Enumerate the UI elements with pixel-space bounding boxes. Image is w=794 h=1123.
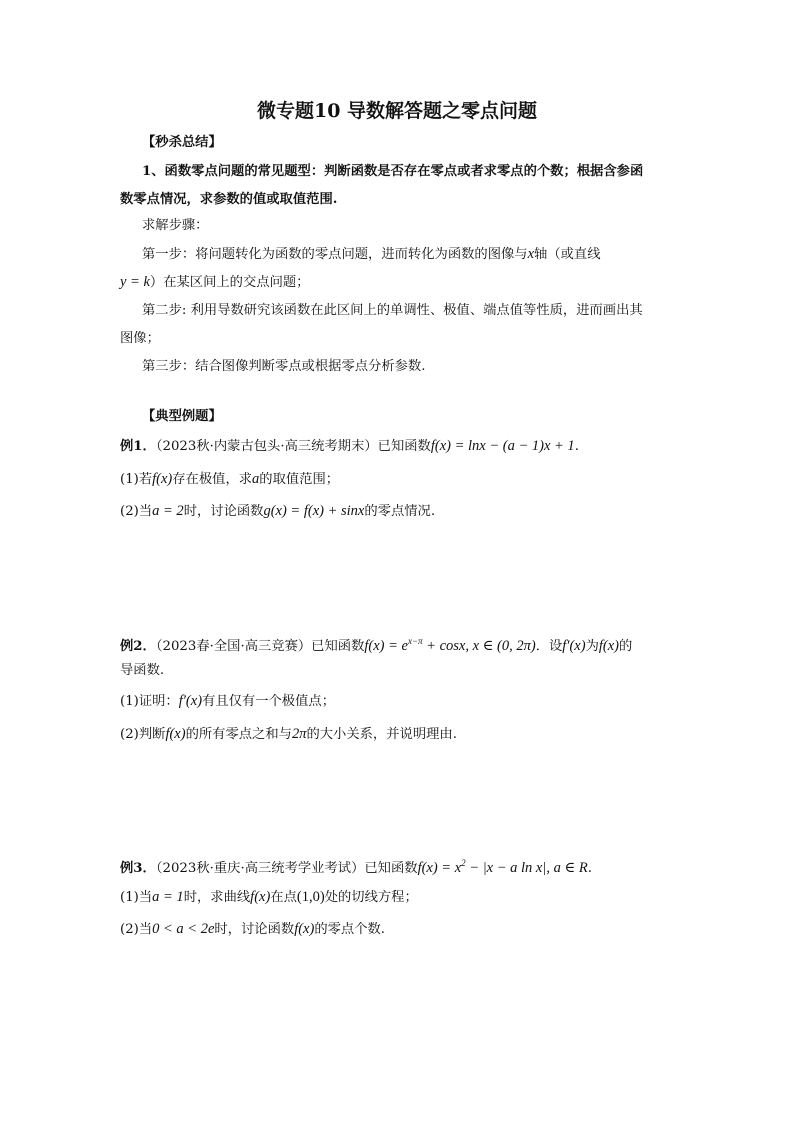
example3-statement [120,854,592,878]
example3-question2 [120,920,385,939]
q-text: ．设 [535,639,563,654]
q-text: 为 [585,639,599,654]
summary-point1-line1: 1、函数零点问题的常见题型：判断函数是否存在零点或者求零点的个数；根据含参函 [142,164,644,179]
q-math: (1,0) [296,889,325,905]
step1-text-b: 轴（或直线 [534,247,601,262]
example1-statement [120,437,579,456]
q-math: 2π [291,726,307,742]
q-text: . [587,861,592,876]
step1-line-equation: y = k [120,274,150,290]
q-text: (1)当 [120,890,153,905]
q-math: f(x) [250,889,271,905]
step1-line1 [142,245,601,264]
q-math: f′(x) [178,693,203,709]
example2-statement [120,632,632,656]
example2-formula-exponent: x−π [407,636,423,646]
step1-x-axis-var: x [527,246,535,262]
q-text: 有且仅有一个极值点； [202,694,335,709]
example3-source: （2023秋·重庆·高三统考学业考试）已知函数 [155,861,418,876]
step2-line2: 图像； [120,331,160,346]
example3-label: 例3． [120,861,156,876]
example1-label: 例1． [120,439,156,454]
q-text: 的大小关系，并说明理由. [306,727,457,742]
step2-line1: 第二步: 利用导数研究该函数在此区间上的单调性、极值、端点值等性质，进而画出其 [142,303,643,318]
page-title: 微专题10 导数解答题之零点问题 [256,100,538,122]
q-math: f′(x) [562,638,586,654]
example2-question1 [120,692,335,711]
q-math: 0 < a < 2e [152,921,215,937]
step1-line2 [120,273,309,292]
summary-point1-line2: 数零点情况，求参数的值或取值范围. [120,192,338,207]
example2-formula-b: + cosx, x ∈ (0, 2π) [422,638,536,654]
q-text: 的零点个数. [314,922,386,937]
example3-formula-exponent: 2 [461,858,466,868]
example2-question2 [120,725,457,744]
q-math: f(x) [165,726,186,742]
q-text: 时，讨论函数 [183,504,264,519]
q-math: a = 2 [152,503,184,519]
q-text: 处的切线方程； [324,890,418,905]
q-text: (2)当 [120,504,153,519]
example1-end: . [574,439,579,454]
q-text: (1)证明： [120,694,179,709]
q-text: 时，讨论函数 [214,922,295,937]
example2-source: （2023春·全国·高三竞赛）已知函数 [155,639,365,654]
q-text: 时，求曲线 [183,890,251,905]
step1-text-c: ）在某区间上的交点问题； [149,275,310,290]
q-text: (1)若 [120,472,153,487]
q-text: 在点 [270,890,297,905]
steps-label: 求解步骤： [142,218,209,233]
q-math: a [252,471,260,487]
summary-heading: 【秒杀总结】 [142,135,222,150]
example2-label: 例2． [120,639,156,654]
step3-line: 第三步：结合图像判断零点或根据零点分析参数. [142,359,426,374]
q-text: (2)判断 [120,727,166,742]
example3-formula-b: − |x − a ln x|, a ∈ R [465,860,588,876]
example1-question1 [120,470,339,489]
example2-line2: 导函数. [120,663,165,678]
q-text: (2)当 [120,922,153,937]
q-text: 的取值范围； [259,472,340,487]
example1-formula: f(x) = lnx − (a − 1)x + 1 [430,438,575,454]
q-math: f(x) [294,921,315,937]
q-math: g(x) = f(x) + sinx [263,503,365,519]
q-math: f(x) [152,471,173,487]
q-text: 存在极值，求 [172,472,253,487]
q-math: a = 1 [152,889,184,905]
example2-formula-a: f(x) = e [364,638,408,654]
q-text: 的零点情况. [364,504,436,519]
q-text: 的所有零点之和与 [185,727,292,742]
example1-question2 [120,502,435,521]
step1-text-a: 第一步：将问题转化为函数的零点问题，进而转化为函数的图像与 [142,247,528,262]
examples-heading: 【典型例题】 [142,409,222,424]
example3-question1 [120,888,418,907]
example3-formula-a: f(x) = x [417,860,462,876]
q-math: f(x) [598,638,619,654]
example1-source: （2023秋·内蒙古包头·高三统考期末）已知函数 [155,439,431,454]
q-text: 的 [619,639,633,654]
